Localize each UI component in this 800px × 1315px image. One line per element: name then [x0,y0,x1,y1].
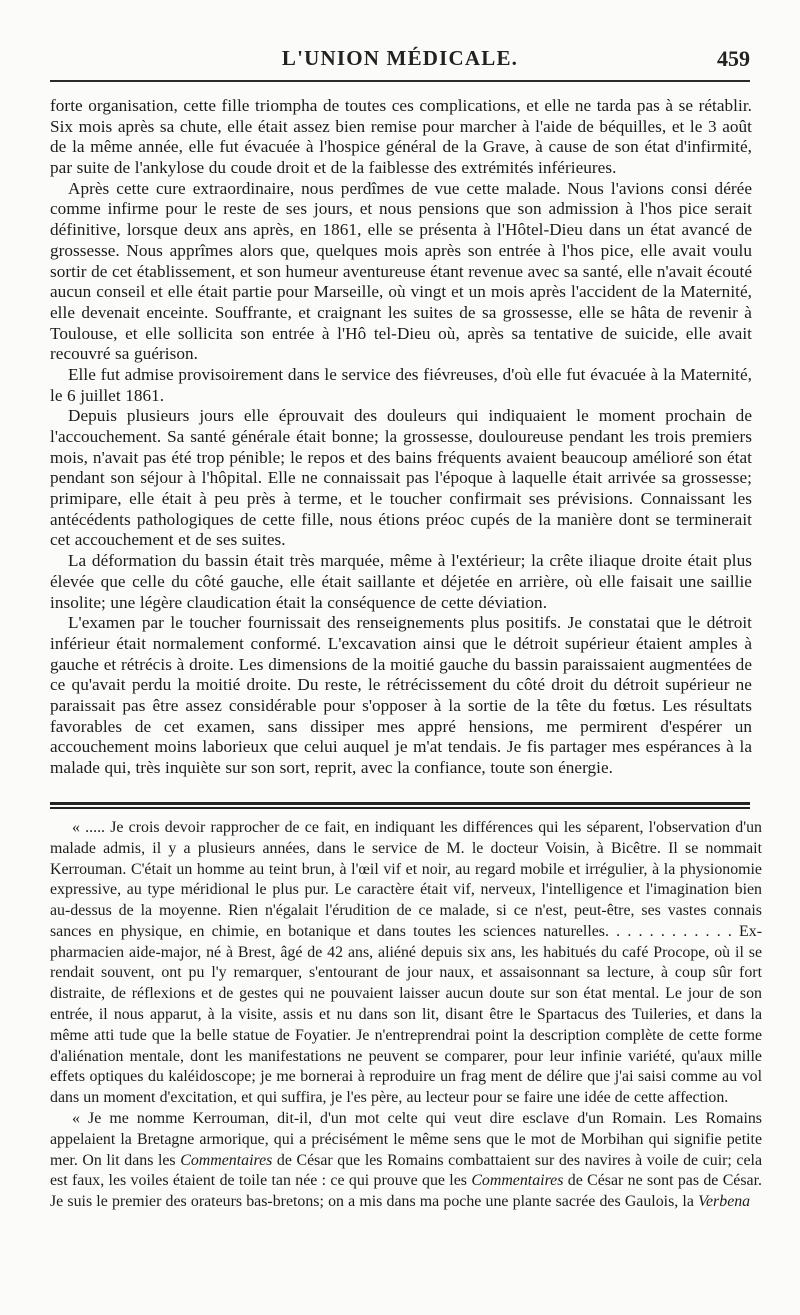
observation-text [50,96,752,796]
paragraph: Elle fut admise provisoirement dans le service des fiévreuses, d'où elle fut évacuée à la Maternité, le 6 juillet 1861. [50,364,752,405]
paragraph: La déformation du bassin était très marquée, même à l'extérieur; la crête iliaque droite était plus élevée que celle du côté gauche, elle était saillante et déjetée en arrière, où elle faisait une saillie insolite; une légère claudication était la conséquence de cette déviation. [50,551,752,612]
paragraph: forte organisation, cette fille triompha de toutes ces complications, et elle ne tarda pas à se rétablir. Six mois après sa chute, elle était assez bien remise pour marcher à l'aide de béquilles, et le 3 août de la même année, elle fut évacuée à l'hospice général de la Grave, à cause de son état d'infirmité, par suite de l'ankylose du coude droit et de la faiblesse des extrémités inférieures. [50,96,752,178]
feuilleton-paragraph: « ..... Je crois devoir rapprocher de ce fait, en indiquant les différences qui les séparent, l'observation d'un malade admis, il y a plusieurs années, dans le service de M. le docteur Voisin, à Bicêtre. Il se nommait Kerrouman. C'était un homme au teint brun, à l'œil vif et noir, au regard mobile et irrégulier, à la physionomie expressive, au type méridional le plus pur. Le caractère était vif, nerveux, l'intelligence et l'imagination bien au-dessus de la moyenne. Rien n'égalait l'érudition de ce malade, si ce n'est, peut-être, ses vastes connais sances en physique, en chimie, en botanique et dans toutes les sciences naturelles. . . . . . . . . . . . Ex-pharmacien aide-major, né à Brest, âgé de 42 ans, aliéné depuis six ans, les habitués du café Procope, où il se rendait souvent, ont pu l'y remarquer, s'entourant de jour naux, et assaisonnant sa lecture, à coup sûr fort distraite, de réflexions et de gestes qui ne pouvaient laisser aucun doute sur son état mental. Le jour de son entrée, il nous apparut, à la visite, assis et nu dans son lit, disant être le Spartacus des Tuileries, et dans la même atti tude que la belle statue de Foyatier. Je n'entreprendrai point la description complète de cette forme d'aliénation mentale, dont les manifestations ne peuvent se comparer, pour leur infinie variété, qu'aux mille effets optiques du kaléidoscope; je me bornerai à reproduire un frag ment de délire que j'ai saisi comme au vol dans un moment d'excitation, et qui suffira, je l'es père, au lecteur pour se faire une idée de cette affection. [50,819,762,1107]
paragraph: Depuis plusieurs jours elle éprouvait des douleurs qui indiquaient le moment prochain de l'accouchement. Sa santé générale était bonne; la grossesse, douloureuse pendant les trois premiers mois, n'avait pas été trop pénible; le repos et des bains fréquents avaient beaucoup amélioré son état pendant son séjour à l'hôpital. Elle ne connaissait pas l'époque à laquelle était arrivée sa grossesse; primipare, elle était à peu près à terme, et le toucher confirmait ses prévisions. Connaissant les antécédents pathologiques de cette fille, nous étions préoc cupés de la manière dont se terminerait cet accouchement et de ses suites. [50,406,752,550]
italic-term: Verbena [698,1193,751,1211]
italic-title: Commentaires [471,1172,564,1190]
page-number: 459 [717,46,750,71]
feuilleton-separator [50,802,750,809]
header-rule [50,80,750,82]
feuilleton-text [50,818,762,1308]
text-run: de César ne sont pas de César. Je suis le premier des orateurs bas-bretons; on a mis dans ma poche une plante sacrée des Gaulois, la [50,1172,762,1211]
text-run: de César que les Romains combattaient sur des navires à voile de cuir; cela est faux, les voiles étaient de toile tan née : ce qui prouve que les [50,1151,762,1190]
paragraph: L'examen par le toucher fournissait des renseignements plus positifs. Je constatai que le détroit inférieur était normalement conformé. L'excavation ainsi que le détroit supérieur étaient amples à gauche et rétrécis à droite. Les dimensions de la moitié gauche du bassin paraissaient augmentées de ce qu'avait perdu la moitié droite. Du reste, le rétrécissement du côté droit du détroit supérieur ne paraissait pas être assez considérable pour s'opposer à la sortie de la tête du fœtus. Les résultats favorables de cet examen, sans dissiper mes appré hensions, me permirent d'espérer un accouchement moins laborieux que celui auquel je m'at tendais. Je fis partager mes espérances à la malade qui, très inquiète sur son sort, reprit, avec la confiance, toute son énergie. [50,613,752,777]
feuilleton-paragraph [50,1109,762,1213]
running-head [50,46,750,72]
italic-title: Commentaires [180,1151,273,1169]
paragraph: Après cette cure extraordinaire, nous perdîmes de vue cette malade. Nous l'avions consi dérée comme infirme pour le reste de ses jours, et nous pensions que son admission à l'hos pice serait définitive, lorsque deux ans après, en 1861, elle se présenta à l'Hôtel-Dieu dans un état avancé de grossesse. Nous apprîmes alors que, quelques mois après son entrée à l'hos pice, elle avait voulu sortir de cet établissement, et son humeur aventureuse étant revenue avec sa santé, elle n'avait écouté aucun conseil et elle était partie pour Marseille, où vingt et un mois après l'accident de la Maternité, elle devenait enceinte. Souffrante, et craignant les suites de sa grossesse, elle se hâta de revenir à Toulouse, et elle sollicita son entrée à l'Hô tel-Dieu où, après sa tentative de suicide, elle avait recouvré sa guérison. [50,178,752,364]
text-run: « Je me nomme Kerrouman, dit-il, d'un mot celte qui veut dire esclave d'un Romain. Les Romains appelaient la Bretagne armorique, qui a précisément le même sens que le mot de Morbihan qui signifie petite mer. On lit dans les [50,1109,762,1169]
journal-title: L'UNION MÉDICALE. [281,46,519,70]
